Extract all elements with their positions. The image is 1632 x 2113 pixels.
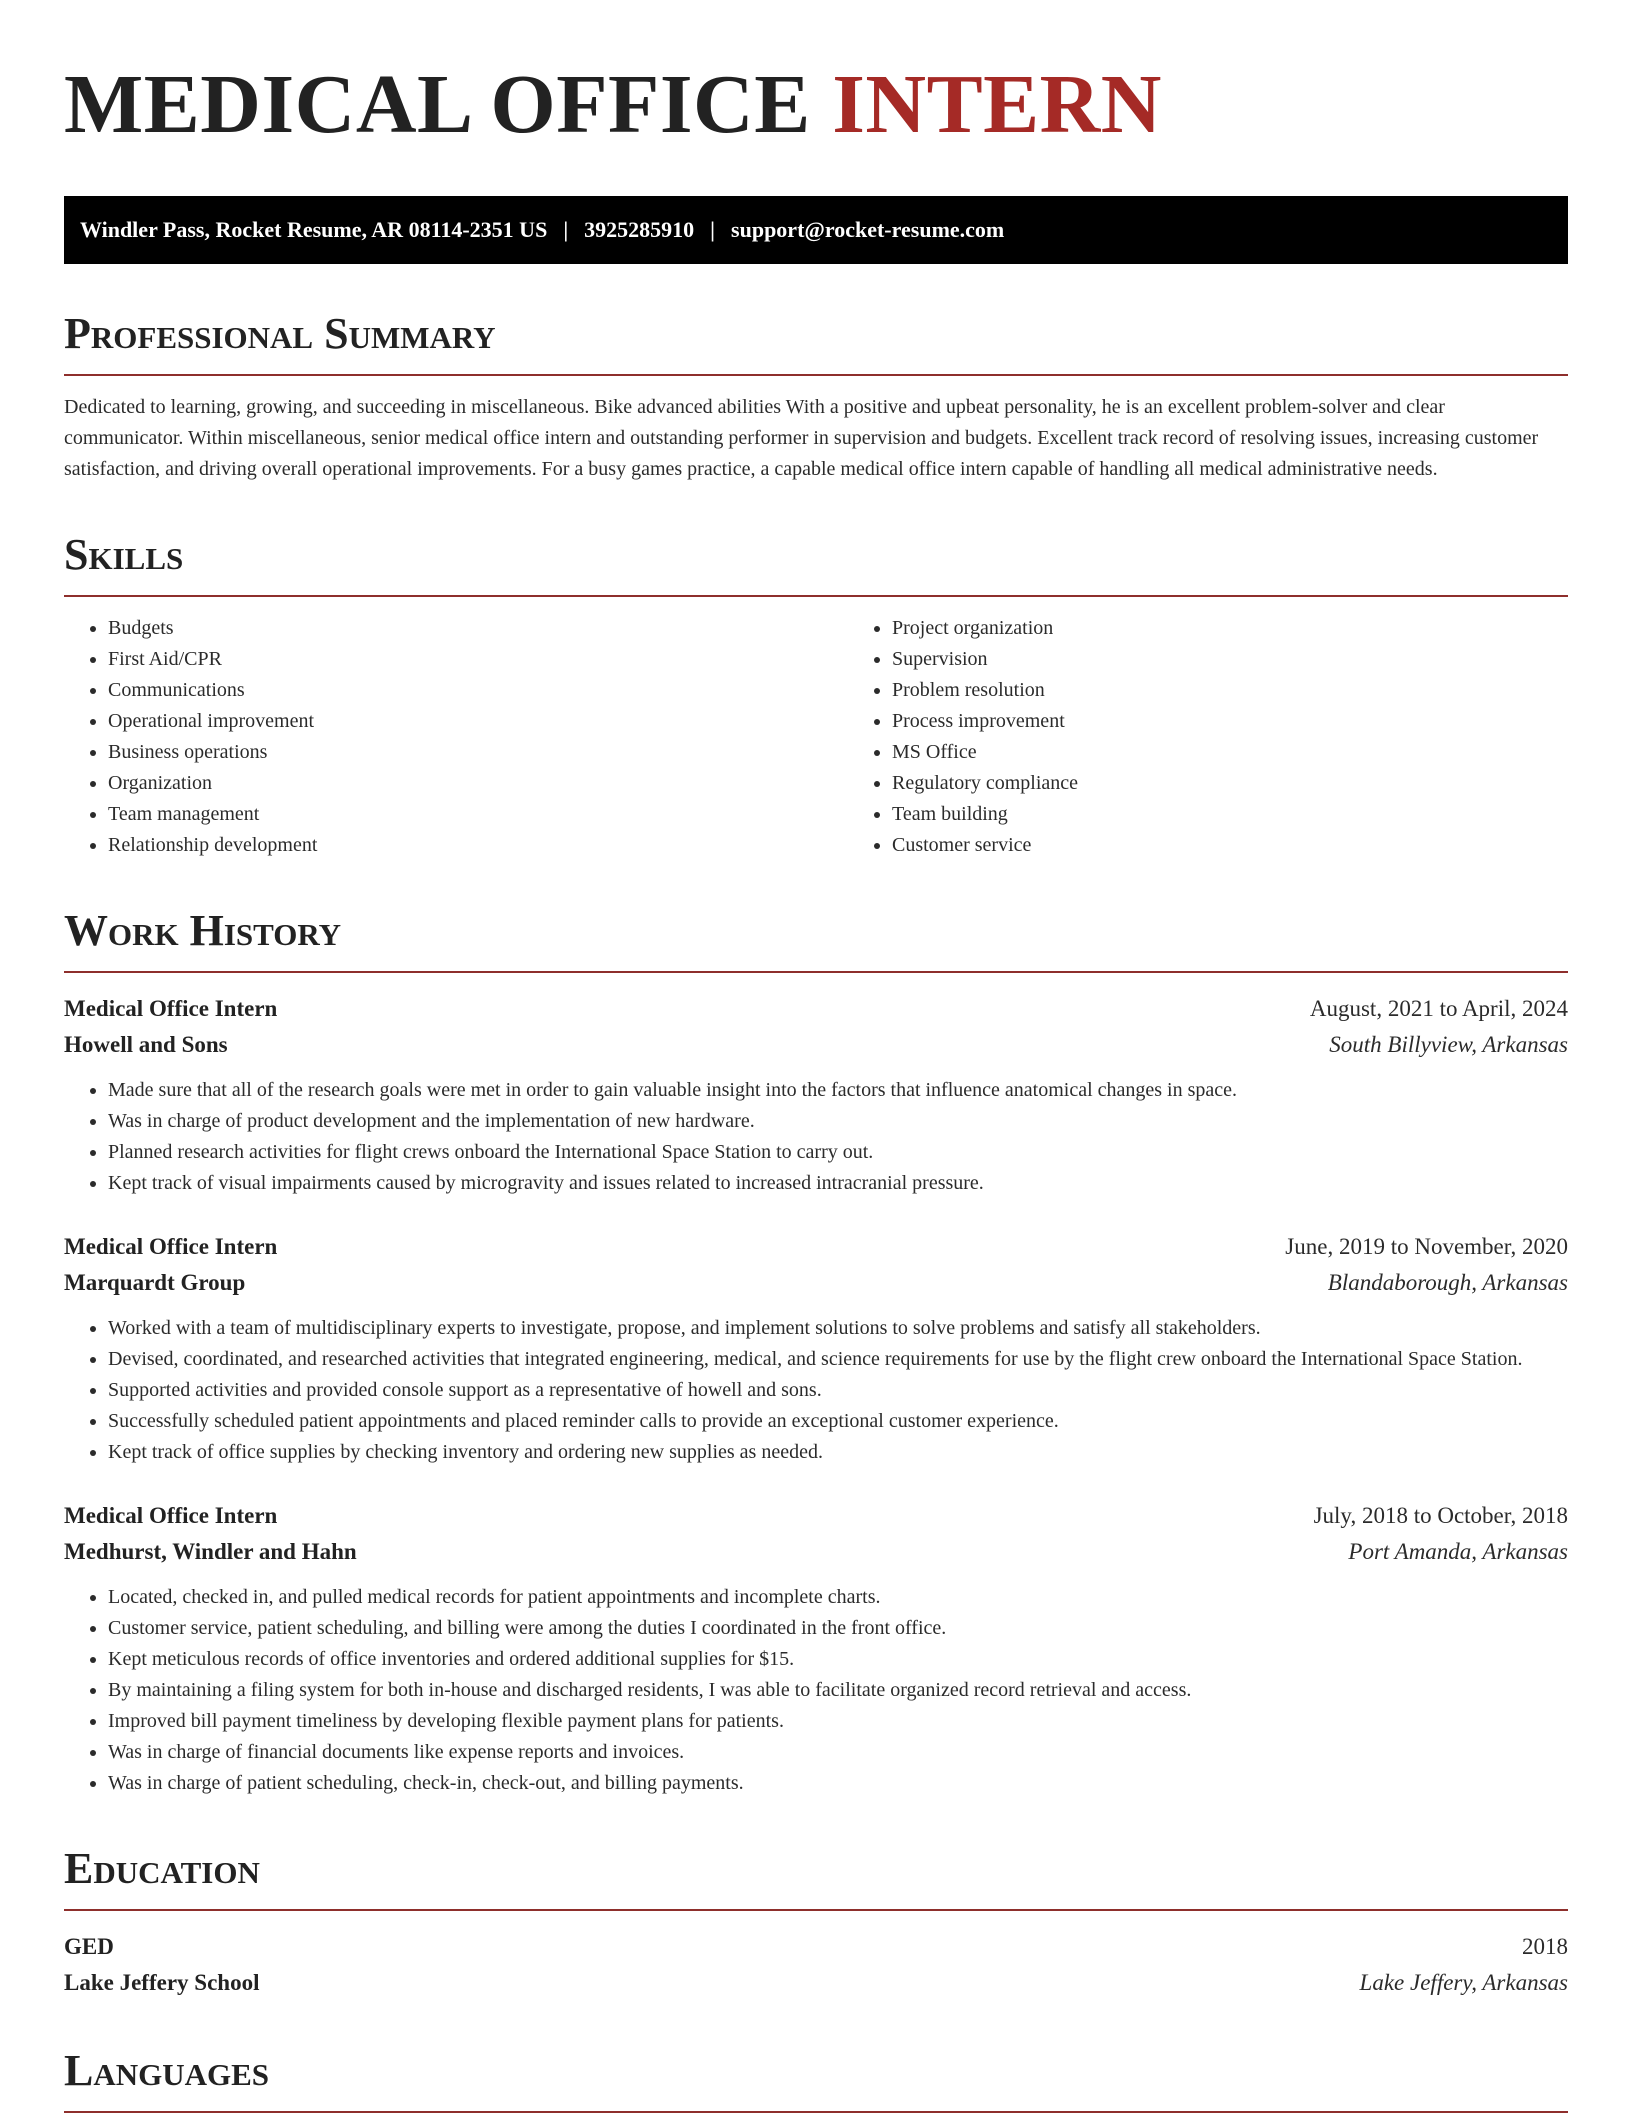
job-bullet: • Located, checked in, and pulled medical records for patient appointments and incomplete charts. [108, 1582, 1568, 1613]
job-company: Howell and Sons [64, 1032, 228, 1057]
skill-item: • Supervision [892, 644, 1568, 675]
job-dates: June, 2019 to November, 2020 [1285, 1234, 1568, 1259]
education-location: Lake Jeffery, Arkansas [1359, 1970, 1568, 1995]
job-role: Medical Office Intern [64, 996, 278, 1021]
contact-email: support@rocket-resume.com [731, 217, 1005, 242]
skill-item: • MS Office [892, 737, 1568, 768]
job-dates: July, 2018 to October, 2018 [1313, 1503, 1568, 1528]
skills-heading: Skills [64, 529, 1568, 597]
skill-item: • First Aid/CPR [108, 644, 848, 675]
contact-separator: | [563, 217, 569, 242]
job-bullet: • Improved bill payment timeliness by developing flexible payment plans for patients. [108, 1706, 1568, 1737]
job-bullet: • Planned research activities for flight crews onboard the International Space Station to carry out. [108, 1137, 1568, 1168]
job-bullets [64, 1313, 1568, 1468]
skill-item: • Customer service [892, 830, 1568, 861]
skill-item: • Business operations [108, 737, 848, 768]
job-entry [64, 991, 1568, 1199]
job-header-row [64, 991, 1568, 1027]
job-bullet: • Kept track of office supplies by checking inventory and ordering new supplies as needed. [108, 1437, 1568, 1468]
name-first: MEDICAL OFFICE [64, 58, 811, 151]
skill-item: • Operational improvement [108, 706, 848, 737]
job-bullets [64, 1582, 1568, 1799]
education-school-row [64, 1965, 1568, 2001]
job-bullet: • By maintaining a filing system for both in-house and discharged residents, I was able to facilitate organized record retrieval and access. [108, 1675, 1568, 1706]
job-bullets [64, 1075, 1568, 1199]
name-last: INTERN [832, 58, 1162, 151]
job-bullet: • Successfully scheduled patient appointments and placed reminder calls to provide an exceptional customer experience. [108, 1406, 1568, 1437]
skill-item: • Relationship development [108, 830, 848, 861]
job-company-row [64, 1534, 1568, 1570]
job-bullet: • Worked with a team of multidisciplinary experts to investigate, propose, and implement solutions to solve problems and satisfy all stakeholders. [108, 1313, 1568, 1344]
languages-heading: Languages [64, 2045, 1568, 2113]
education-heading: Education [64, 1843, 1568, 1911]
skill-item: • Regulatory compliance [892, 768, 1568, 799]
skill-item: • Project organization [892, 613, 1568, 644]
job-header-row [64, 1498, 1568, 1534]
skill-item: • Communications [108, 675, 848, 706]
skill-item: • Organization [108, 768, 848, 799]
education-entry [64, 1929, 1568, 2001]
job-bullet: • Kept track of visual impairments caused by microgravity and issues related to increased intracranial pressure. [108, 1168, 1568, 1199]
job-bullet: • Devised, coordinated, and researched activities that integrated engineering, medical, and science requirements for use by the flight crew onboard the International Space Station. [108, 1344, 1568, 1375]
job-role: Medical Office Intern [64, 1503, 278, 1528]
skill-item: • Process improvement [892, 706, 1568, 737]
contact-bar [64, 196, 1568, 264]
job-company: Medhurst, Windler and Hahn [64, 1539, 357, 1564]
education-degree: GED [64, 1934, 114, 1959]
education-degree-row [64, 1929, 1568, 1965]
job-bullet: • Was in charge of financial documents like expense reports and invoices. [108, 1737, 1568, 1768]
summary-heading: Professional Summary [64, 308, 1568, 376]
job-bullet: • Customer service, patient scheduling, and billing were among the duties I coordinated in the front office. [108, 1613, 1568, 1644]
job-bullet: • Kept meticulous records of office inventories and ordered additional supplies for $15. [108, 1644, 1568, 1675]
job-company: Marquardt Group [64, 1270, 246, 1295]
job-role: Medical Office Intern [64, 1234, 278, 1259]
job-company-row [64, 1265, 1568, 1301]
work-history-heading: Work History [64, 905, 1568, 973]
contact-phone: 3925285910 [584, 217, 695, 242]
skill-item: • Team building [892, 799, 1568, 830]
summary-text: Dedicated to learning, growing, and succeeding in miscellaneous. Bike advanced abilities With a positive and upbeat personality, he is an excellent problem-solver and clear communicator. Within miscellaneous, senior medical office intern and outstanding performer in supervision and budgets. Excellent track record of resolving issues, increasing customer satisfaction, and driving overall operational improvements. For a busy games practice, a capable medical office intern capable of handling all medical administrative needs. [64, 396, 1539, 480]
job-bullet: • Was in charge of patient scheduling, check-in, check-out, and billing payments. [108, 1768, 1568, 1799]
skill-item: • Problem resolution [892, 675, 1568, 706]
contact-separator: | [710, 217, 716, 242]
resume-name [64, 54, 1568, 156]
job-header-row [64, 1229, 1568, 1265]
contact-address: Windler Pass, Rocket Resume, AR 08114-2351 US [80, 217, 548, 242]
job-bullet: • Made sure that all of the research goals were met in order to gain valuable insight into the factors that influence anatomical changes in space. [108, 1075, 1568, 1106]
education-school: Lake Jeffery School [64, 1970, 260, 1995]
skill-item: • Team management [108, 799, 848, 830]
job-dates: August, 2021 to April, 2024 [1309, 996, 1568, 1021]
skills-list [64, 613, 1568, 861]
job-location: Port Amanda, Arkansas [1348, 1539, 1568, 1564]
skills-column-right [848, 613, 1568, 861]
job-entry [64, 1498, 1568, 1799]
job-location: South Billyview, Arkansas [1329, 1032, 1568, 1057]
job-bullet: • Was in charge of product development and the implementation of new hardware. [108, 1106, 1568, 1137]
job-bullet: • Supported activities and provided console support as a representative of howell and sons. [108, 1375, 1568, 1406]
skills-column-left [64, 613, 848, 861]
education-year: 2018 [1522, 1934, 1568, 1959]
job-company-row [64, 1027, 1568, 1063]
job-location: Blandaborough, Arkansas [1327, 1270, 1568, 1295]
skill-item: • Budgets [108, 613, 848, 644]
job-entry [64, 1229, 1568, 1468]
